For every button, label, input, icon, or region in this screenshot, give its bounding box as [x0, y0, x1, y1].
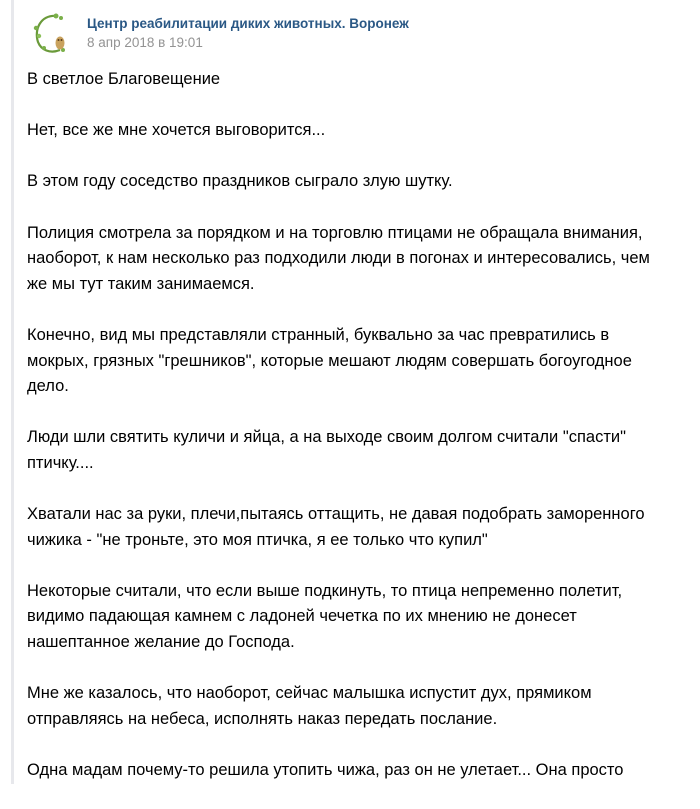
post-paragraph [27, 425, 692, 476]
post-paragraph [27, 579, 692, 656]
paragraph-line: чижика - "не троньте, это моя птичка, я ее только что купил" [27, 530, 488, 549]
post-header [30, 8, 409, 58]
paragraph-line: Полиция смотрела за порядком и на торговлю птицами не обращала внимания, [27, 223, 643, 242]
paragraph-line: Хватали нас за руки, плечи,пытаясь оттащить, не давая подобрать заморенного [27, 505, 645, 524]
paragraph-line: отправляясь на небеса, исполнять наказ передать послание. [27, 709, 498, 728]
post-paragraph [27, 502, 692, 553]
author-link[interactable]: Центр реабилитации диких животных. Воронеж [87, 15, 409, 31]
paragraph-line: наоборот, к нам несколько раз подходили люди в погонах и интересовались, чем [27, 249, 650, 268]
paragraph-line: Люди шли святить куличи и яйца, а на выходе своим долгом считали "спасти" [27, 428, 626, 447]
post-paragraph [27, 67, 692, 93]
post-paragraph [27, 169, 692, 195]
post-paragraph [27, 118, 692, 144]
post-text [27, 67, 692, 809]
paragraph-line: Мне же казалось, что наоборот, сейчас малышка испустит дух, прямиком [27, 684, 592, 703]
paragraph-line: же мы тут таким занимаемся. [27, 274, 255, 293]
paragraph-line: птичку.... [27, 453, 94, 472]
paragraph-line: Некоторые считали, что если выше подкинуть, то птица непременно полетит, [27, 581, 623, 600]
post-paragraph [27, 323, 692, 400]
post-paragraph [27, 681, 692, 732]
paragraph-line: Конечно, вид мы представляли странный, буквально за час превратились в [27, 325, 610, 344]
paragraph-line: Одна мадам почему-то решила утопить чижа, раз он не улетает... Она просто [27, 761, 624, 780]
post-paragraph [27, 221, 692, 298]
paragraph-line: дело. [27, 377, 69, 396]
paragraph-line: В светлое Благовещение [27, 70, 221, 88]
post-left-border [11, 0, 14, 784]
post-date[interactable]: 8 апр 2018 в 19:01 [87, 34, 203, 50]
post-paragraph [27, 758, 692, 784]
paragraph-line: нашептанное желание до Господа. [27, 633, 295, 652]
paragraph-line: мокрых, грязных "грешников", которые мешают людям совершать богоугодное [27, 351, 632, 370]
paragraph-line: Нет, все же мне хочется выговорится... [27, 121, 326, 140]
community-avatar-logo[interactable] [30, 10, 72, 56]
paragraph-line: видимо падающая камнем с ладоней чечетка по их мнению не донесет [27, 607, 577, 626]
paragraph-line: В этом году соседство праздников сыграло злую шутку. [27, 172, 453, 191]
